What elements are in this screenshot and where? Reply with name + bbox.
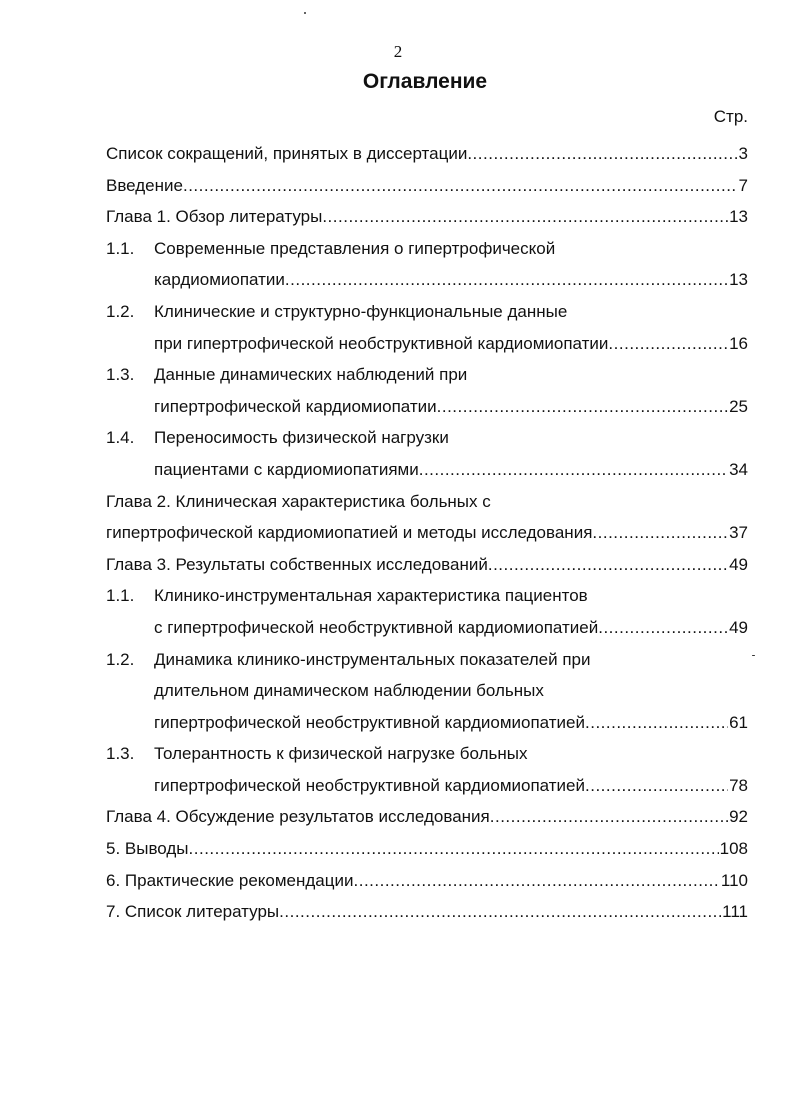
leader-dots (585, 707, 728, 739)
toc-entry (106, 896, 748, 928)
leader-dots (279, 896, 721, 928)
toc-entry-page: 49 (729, 617, 748, 637)
toc-entry-text: гипертрофической необструктивной кардиомиопатией (154, 775, 585, 795)
toc-entry (106, 359, 748, 391)
toc-entry-number: 1.3. (106, 744, 135, 764)
page-column-label: Стр. (713, 107, 748, 126)
toc-entry (106, 549, 748, 581)
toc-entry (106, 675, 748, 707)
toc-entry (106, 612, 748, 644)
toc-entry-number: 1.1. (106, 586, 135, 606)
leader-dots (608, 328, 728, 360)
toc-entry-page: 3 (738, 144, 748, 163)
leader-dots (189, 833, 719, 865)
leader-dots (490, 801, 728, 833)
toc-entry-text: 7. Список литературы (106, 902, 280, 922)
toc-entry-page: 111 (722, 902, 748, 922)
toc-entry (106, 738, 748, 770)
toc-entry (106, 296, 748, 328)
toc-entry (106, 707, 748, 739)
toc-entry-text: Глава 4. Обсуждение результатов исследования (106, 807, 490, 827)
toc-entry-page: 7 (738, 175, 748, 195)
toc-entry (106, 865, 748, 897)
toc-entry-page: 92 (729, 807, 748, 827)
toc-entry-text: Данные динамических наблюдений при (154, 365, 468, 385)
toc-entry-page: 78 (729, 775, 748, 795)
toc-entry (106, 580, 748, 612)
toc-entry (106, 138, 748, 170)
toc-entry-text: Современные представления о гипертрофической (154, 238, 556, 258)
toc-entry (106, 264, 748, 296)
toc-entry-text: Глава 2. Клиническая характеристика больных с (106, 491, 491, 511)
toc-entry-text: длительном динамическом наблюдении больных (154, 681, 544, 701)
toc-entry-number: 1.2. (106, 301, 135, 321)
toc-entry (106, 233, 748, 265)
toc-entry (106, 170, 748, 202)
toc-entry-text: гипертрофической необструктивной кардиомиопатией (154, 712, 585, 732)
toc-entry (106, 517, 748, 549)
scan-speck (304, 12, 306, 14)
leader-dots (488, 549, 728, 581)
toc-entry-text: Клинико-инструментальная характеристика пациентов (154, 586, 588, 606)
table-of-contents (106, 138, 748, 928)
toc-entry-text: 6. Практические рекомендации (106, 870, 354, 890)
toc-entry (106, 644, 748, 676)
toc-entry-text: при гипертрофической необструктивной кардиомиопатии (154, 333, 609, 353)
toc-entry-text: гипертрофической кардиомиопатией и методы исследования (106, 523, 593, 543)
toc-entry-text: пациентами с кардиомиопатиями (154, 459, 419, 479)
toc-entry-text: 5. Выводы (106, 839, 189, 859)
page-number: 2 (393, 42, 403, 61)
toc-entry (106, 391, 748, 423)
toc-entry-number: 1.2. (106, 649, 135, 669)
toc-entry-page: 25 (729, 396, 748, 416)
toc-entry-number: 1.3. (106, 365, 135, 385)
toc-entry-page: 108 (719, 839, 748, 859)
toc-entry (106, 201, 748, 233)
toc-entry-page: 37 (729, 523, 748, 543)
toc-entry-text: Клинические и структурно-функциональные данные (154, 301, 568, 321)
leader-dots (467, 138, 737, 170)
toc-entry (106, 801, 748, 833)
leader-dots (322, 201, 728, 233)
toc-entry-page: 13 (729, 207, 748, 227)
toc-entry-number: 1.4. (106, 428, 135, 448)
toc-entry-page: 61 (729, 712, 748, 732)
toc-entry-text: Список сокращений, принятых в диссертации (106, 144, 468, 163)
toc-entry-page: 13 (729, 270, 748, 290)
toc-entry-text: с гипертрофической необструктивной кардиомиопатией (154, 617, 599, 637)
toc-entry-page: 49 (729, 554, 748, 574)
leader-dots (585, 770, 728, 802)
toc-entry-text: Переносимость физической нагрузки (154, 428, 449, 448)
toc-entry-text: Введение (106, 175, 183, 195)
toc-entry-text: Глава 1. Обзор литературы (106, 207, 323, 227)
toc-entry-number: 1.1. (106, 238, 135, 258)
toc-entry (106, 454, 748, 486)
toc-entry-page: 34 (729, 459, 748, 479)
toc-entry-page: 110 (720, 870, 748, 890)
toc-entry (106, 833, 748, 865)
toc-entry (106, 770, 748, 802)
leader-dots (354, 865, 720, 897)
toc-entry (106, 328, 748, 360)
leader-dots (419, 454, 728, 486)
leader-dots (598, 612, 728, 644)
toc-entry (106, 486, 748, 518)
page-title: Оглавление (362, 70, 488, 93)
leader-dots (592, 517, 728, 549)
leader-dots (437, 391, 728, 423)
toc-entry-text: кардиомиопатии (154, 270, 285, 290)
leader-dots (183, 170, 738, 202)
toc-entry-page: 16 (729, 333, 748, 353)
toc-entry (106, 422, 748, 454)
toc-entry-text: Толерантность к физической нагрузке больных (154, 744, 528, 764)
scan-speck (752, 655, 755, 656)
toc-entry-text: Глава 3. Результаты собственных исследований (106, 554, 488, 574)
leader-dots (285, 264, 728, 296)
toc-entry-text: гипертрофической кардиомиопатии (154, 396, 437, 416)
toc-entry-text: Динамика клинико-инструментальных показателей при (154, 649, 591, 669)
